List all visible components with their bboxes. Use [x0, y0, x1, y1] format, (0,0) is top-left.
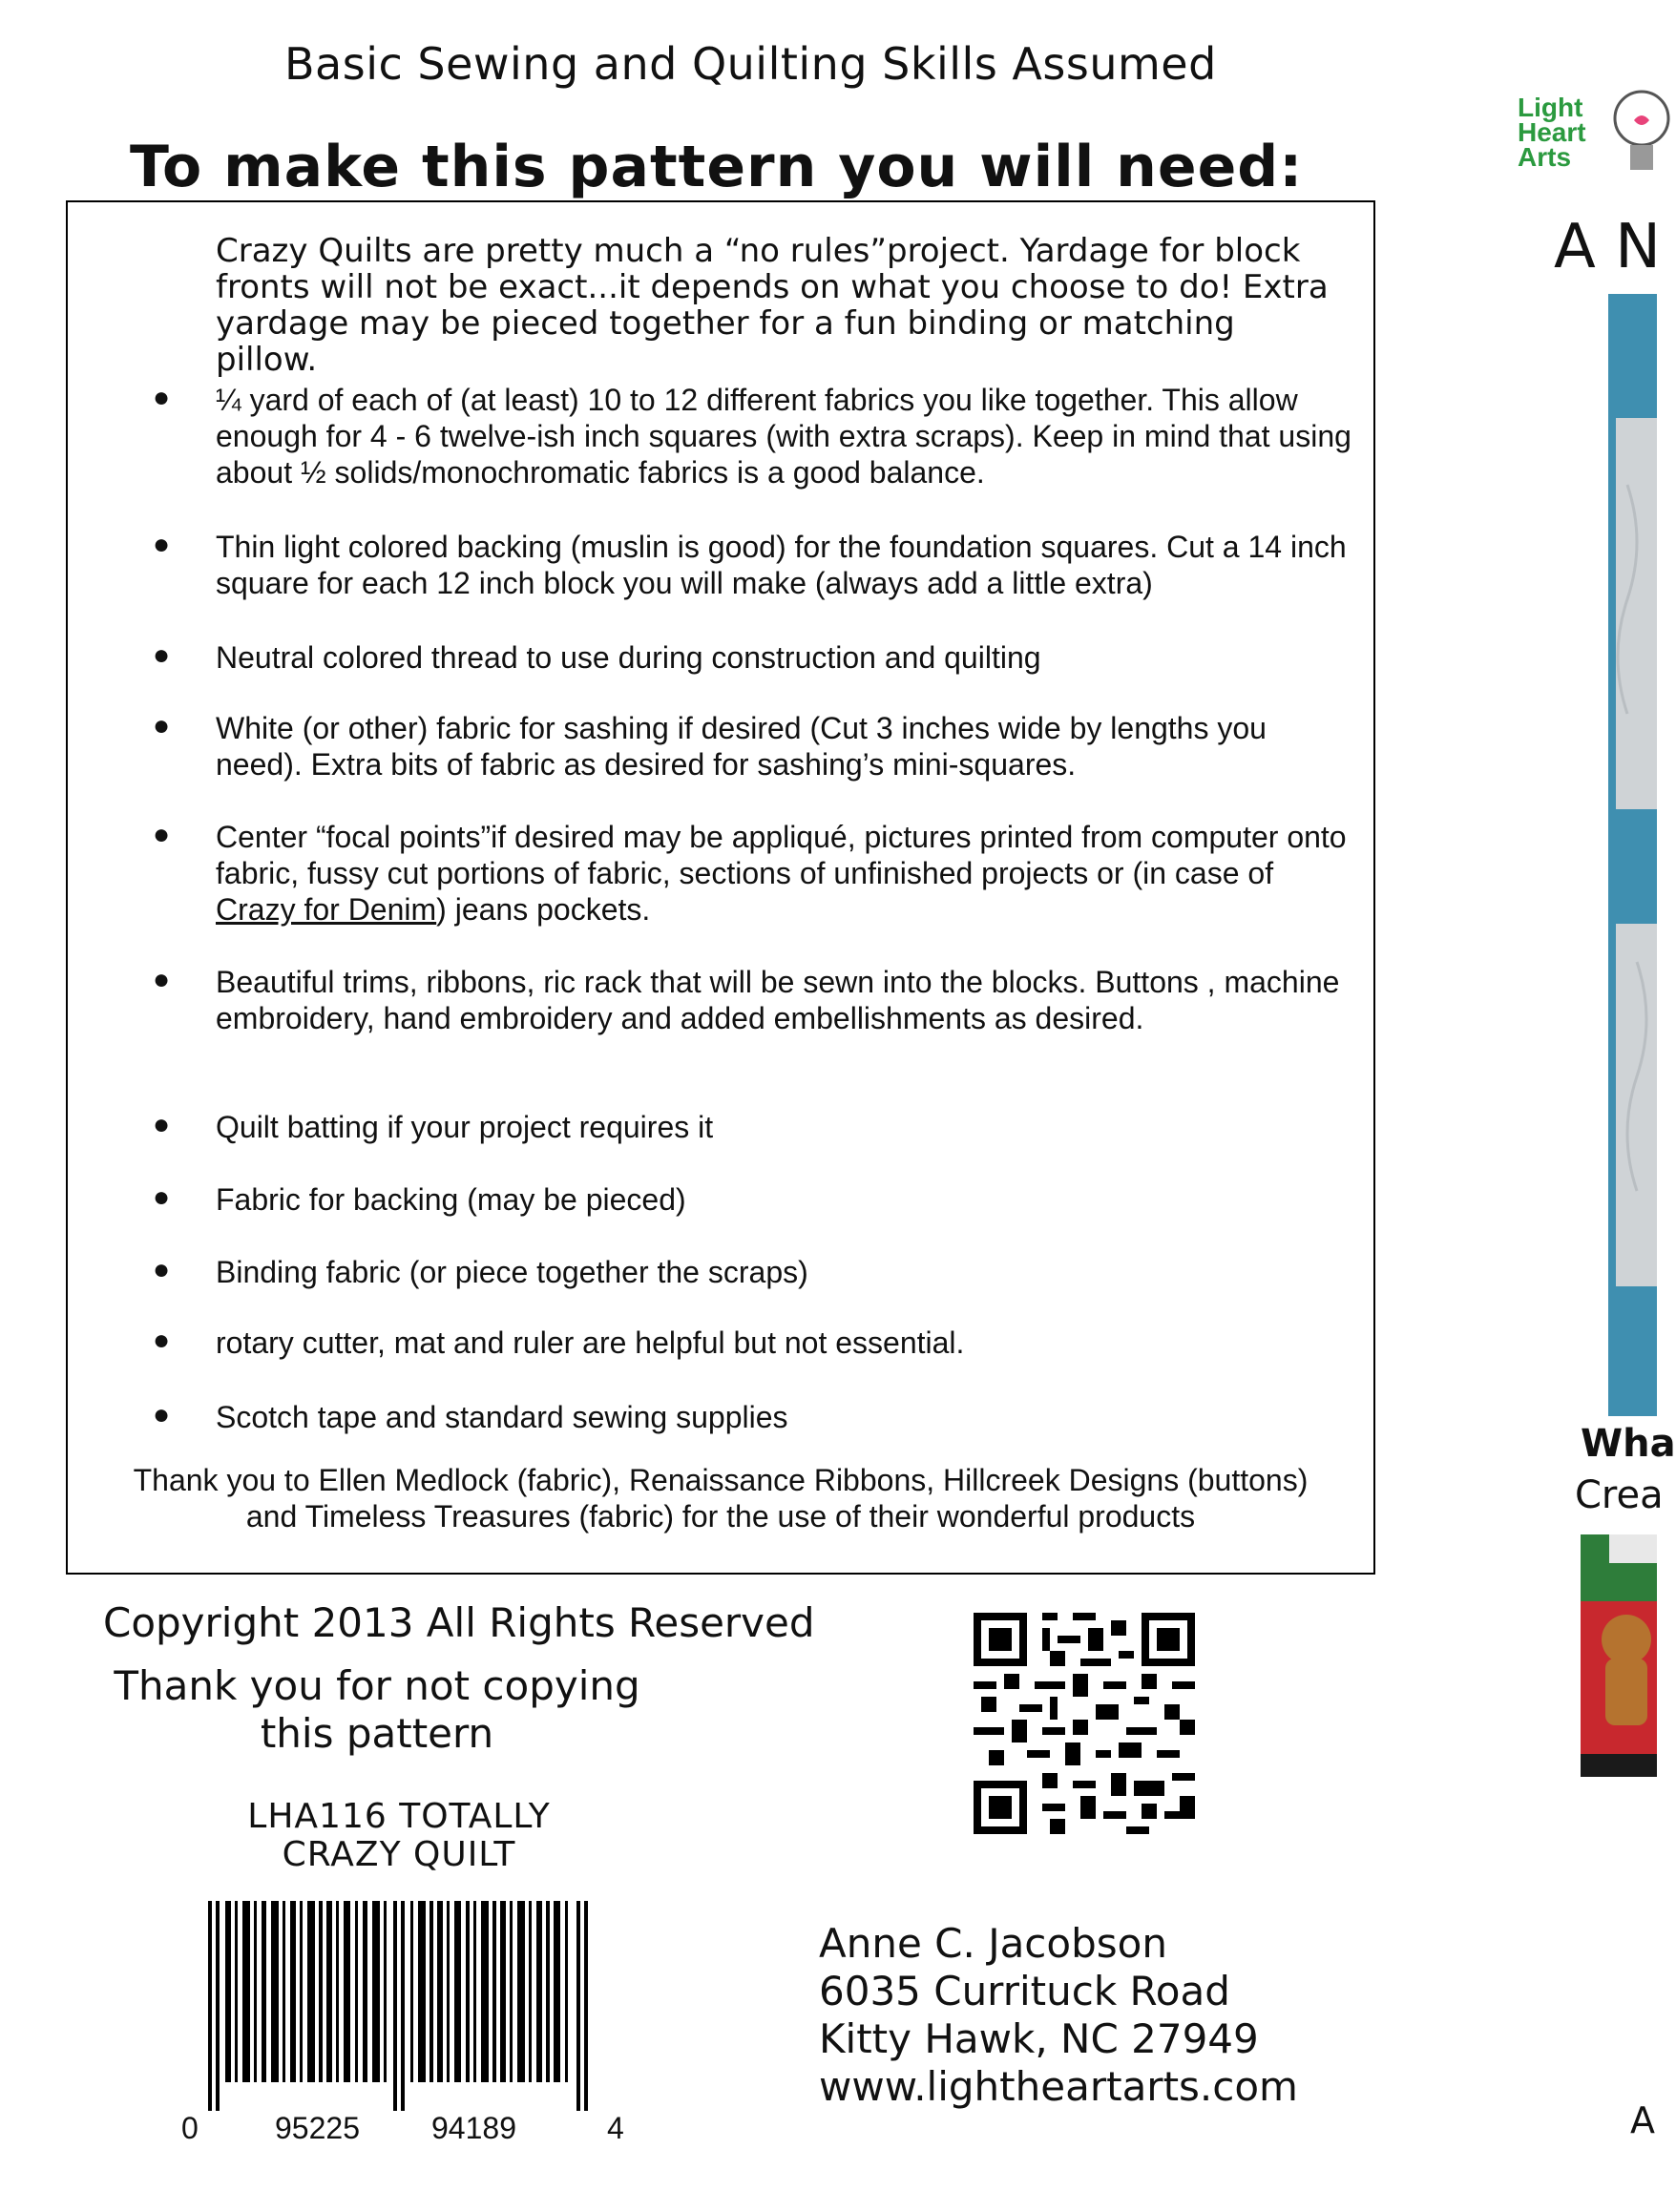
bullet-icon: ●	[153, 1399, 171, 1430]
bullet-icon: ●	[153, 819, 171, 850]
list-item: Scotch tape and standard sewing supplies	[216, 1400, 788, 1434]
neighbor-caption: Crea	[1575, 1473, 1664, 1517]
pattern-line: CRAZY QUILT	[282, 1835, 516, 1874]
logo-line: Light	[1518, 93, 1583, 122]
address-street: 6035 Currituck Road	[819, 1968, 1230, 2014]
lightbulb-icon	[1613, 80, 1657, 185]
address-city: Kitty Hawk, NC 27949	[819, 2015, 1259, 2062]
bullet-icon: ●	[153, 964, 171, 995]
thanks-line: and Timeless Treasures (fabric) for the use of their wonderful products	[245, 1499, 1196, 1534]
logo	[1518, 95, 1586, 170]
list-item: Neutral colored thread to use during construction and quilting	[216, 640, 1041, 675]
barcode-digit: 4	[607, 2111, 624, 2145]
crazy-for-denim-link[interactable]: Crazy for Denim	[216, 892, 437, 927]
neighbor-title: A N	[1554, 212, 1661, 282]
no-copy-note	[105, 1662, 649, 1758]
barcode-digit: 0	[181, 2111, 199, 2145]
list-item: Beautiful trims, ribbons, ric rack that will be sewn into the blocks. Buttons , machine embroidery, hand embroidery and added embellishments as desired.	[216, 965, 1340, 1035]
barcode	[208, 1901, 590, 2111]
list-item: rotary cutter, mat and ruler are helpful but not essential.	[216, 1325, 965, 1360]
bullet-icon: ●	[153, 1109, 171, 1140]
logo-line: Arts	[1518, 142, 1572, 172]
list-item: ¼ yard of each of (at least) 10 to 12 different fabrics you like together. This allow enough for 4 - 6 twelve-ish inch squares (with extra scraps). Keep in mind that using about ½ solids/monochromatic fabrics is a good balance.	[216, 383, 1351, 490]
page-heading: To make this pattern you will need:	[130, 134, 1304, 200]
pattern-number	[208, 1798, 590, 1874]
address-block	[819, 1920, 1298, 2111]
bullet-icon: ●	[153, 1181, 171, 1213]
list-item: White (or other) fabric for sashing if desired (Cut 3 inches wide by lengths you need). Extra bits of fabric as desired for sashing’s mini-squares.	[216, 711, 1267, 782]
neighbor-text: A	[1630, 2099, 1655, 2141]
bullet-icon: ●	[153, 1254, 171, 1285]
thanks-note	[67, 1462, 1374, 1534]
gingerbread-photo	[1581, 1534, 1657, 1794]
quilt-photo	[1608, 294, 1657, 1416]
barcode-digit: 94189	[431, 2111, 516, 2145]
barcode-digit: 95225	[275, 2111, 360, 2145]
copyright-notice: Copyright 2013 All Rights Reserved	[103, 1599, 815, 1646]
no-copy-line: Thank you for not copying	[114, 1662, 640, 1709]
logo-line: Heart	[1518, 117, 1586, 147]
list-item: Fabric for backing (may be pieced)	[216, 1182, 686, 1217]
qr-code[interactable]	[974, 1613, 1195, 1834]
subtitle: Basic Sewing and Quilting Skills Assumed	[284, 38, 1217, 90]
list-item: Quilt batting if your project requires it	[216, 1110, 714, 1144]
address-name: Anne C. Jacobson	[819, 1920, 1167, 1967]
thanks-line: Thank you to Ellen Medlock (fabric), Renaissance Ribbons, Hillcreek Designs (buttons)	[133, 1463, 1309, 1497]
pattern-line: LHA116 TOTALLY	[247, 1797, 551, 1836]
list-item: Binding fabric (or piece together the scraps)	[216, 1255, 808, 1289]
bullet-icon: ●	[153, 710, 171, 741]
list-item	[216, 819, 1361, 928]
list-item: Thin light colored backing (muslin is good) for the foundation squares. Cut a 14 inch square for each 12 inch block you will make (always add a little extra)	[216, 530, 1347, 600]
bullet-icon: ●	[153, 382, 171, 413]
list-item-tail: ) jeans pockets.	[436, 892, 651, 927]
website-link[interactable]: www.lightheartarts.com	[819, 2063, 1298, 2110]
bullet-icon: ●	[153, 1325, 171, 1356]
neighbor-caption: Wha	[1581, 1422, 1676, 1466]
bullet-icon: ●	[153, 529, 171, 560]
bullet-icon: ●	[153, 639, 171, 671]
intro-paragraph: Crazy Quilts are pretty much a “no rules”project. Yardage for block fronts will not be exact...it depends on what you choose to do! Extra yardage may be pieced together for a fun binding or matching pillow.	[216, 232, 1329, 379]
list-item-text: Center “focal points”if desired may be appliqué, pictures printed from computer onto fabric, fussy cut portions of fabric, sections of unfinished projects or (in case of	[216, 820, 1347, 890]
no-copy-line: this pattern	[260, 1710, 494, 1757]
